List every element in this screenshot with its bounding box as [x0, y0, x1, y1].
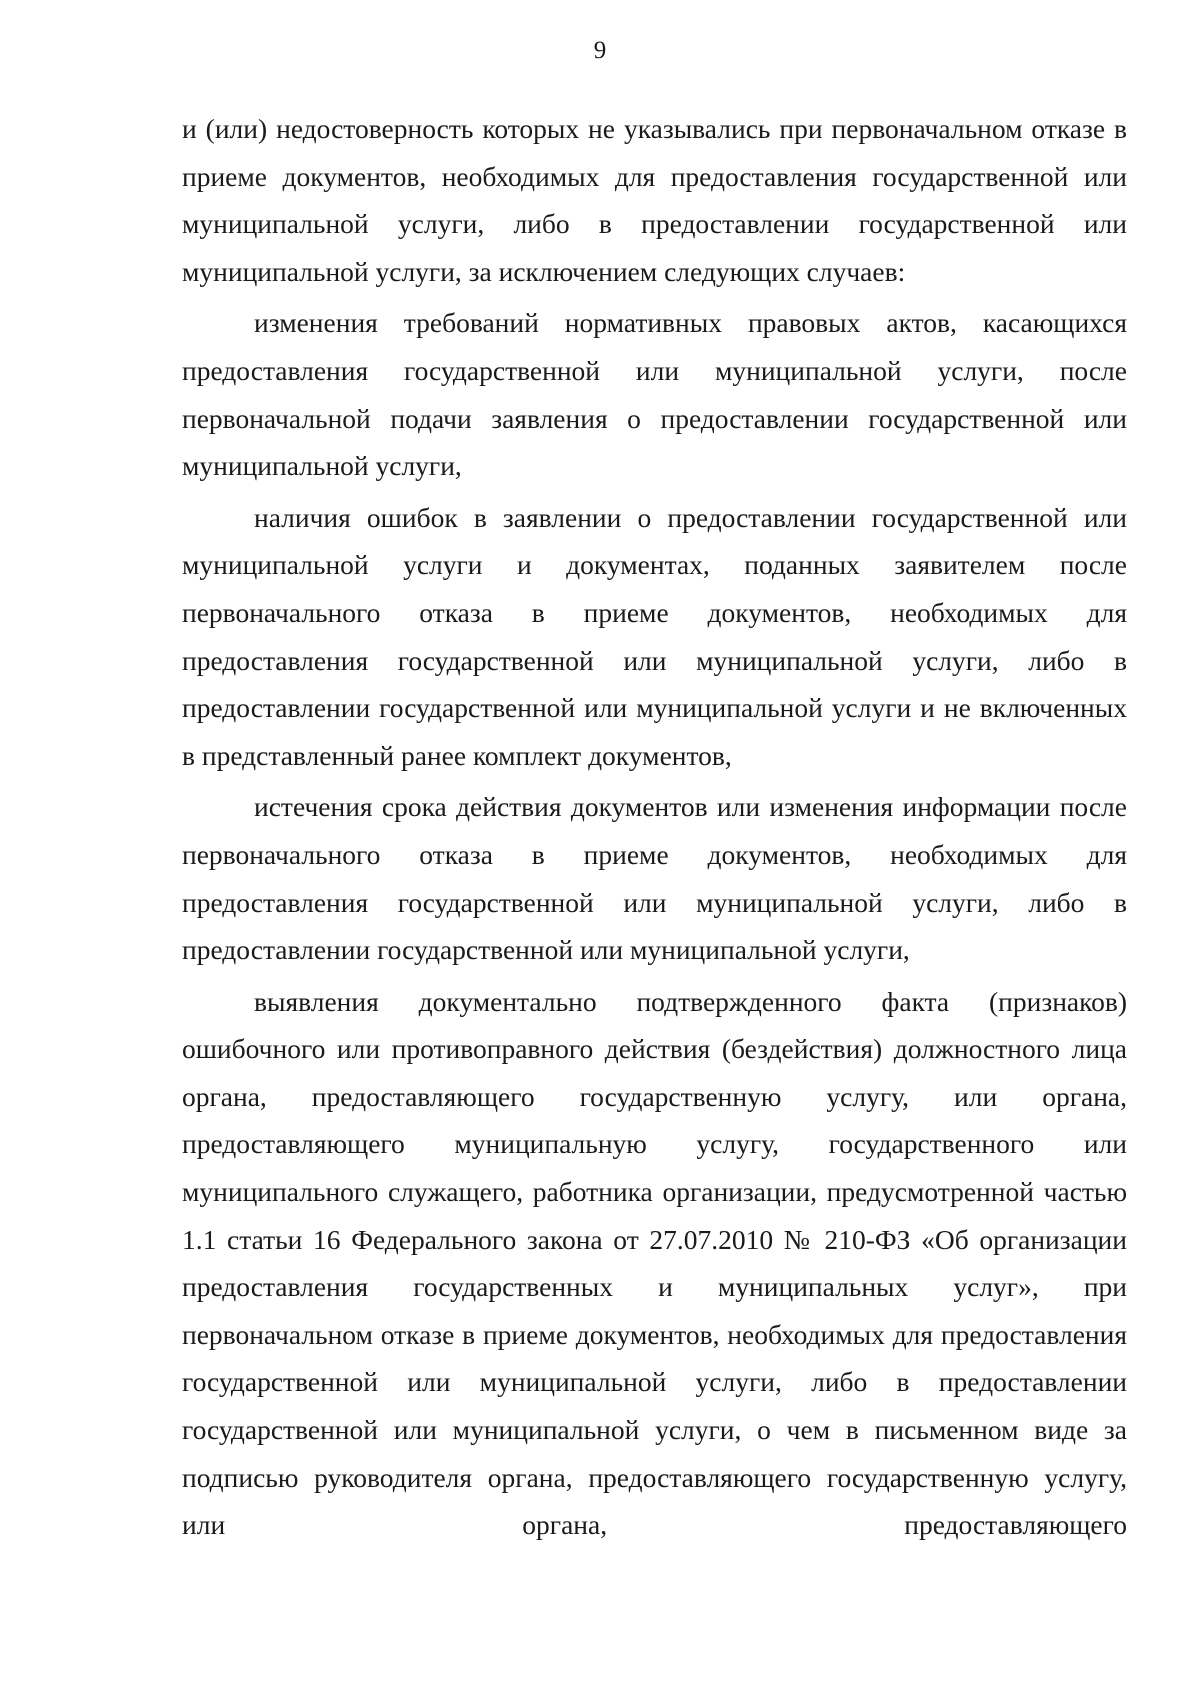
paragraph-errors-in-application: наличия ошибок в заявлении о предоставлении государственной или муниципальной услуги и документах, поданных заявителем после первоначального отказа в приеме документов, необходимых для предоставления государственной или муниципальной услуги, либо в предоставлении государственной или муниципальной услуги и не включенных в представленный ранее комплект документов,	[182, 501, 1127, 771]
page-number: 9	[593, 37, 607, 64]
paragraph-official-misconduct: выявления документально подтвержденного факта (признаков) ошибочного или противоправного действия (бездействия) должностного лица органа, предоставляющего государственную услугу, или органа, предоставляющего муниципальную услугу, государственного или муниципального служащего, работника организации, предусмотренной частью 1.1 статьи 16 Федерального закона от 27.07.2010 № 210-ФЗ «Об организации предоставления государственных и муниципальных услуг», при первоначальном отказе в приеме документов, необходимых для предоставления государственной или муниципальной услуги, либо в предоставлении государственной или муниципальной услуги, о чем в письменном виде за подписью руководителя органа, предоставляющего государственную услугу, или органа, предоставляющего	[182, 985, 1127, 1541]
paragraph-continuation: и (или) недостоверность которых не указывались при первоначальном отказе в приеме документов, необходимых для предоставления государственной или муниципальной услуги, либо в предоставлении государственной или муниципальной услуги, за исключением следующих случаев:	[182, 113, 1127, 287]
paragraph-regulation-change: изменения требований нормативных правовых актов, касающихся предоставления государственной или муниципальной услуги, после первоначальной подачи заявления о предоставлении государственной или муниципальной услуги,	[182, 307, 1127, 482]
document-body	[182, 105, 1127, 1549]
paragraph-document-expiry: истечения срока действия документов или изменения информации после первоначального отказа в приеме документов, необходимых для предоставления государственной или муниципальной услуги, либо в предоставлении государственной или муниципальной услуги,	[182, 791, 1127, 966]
